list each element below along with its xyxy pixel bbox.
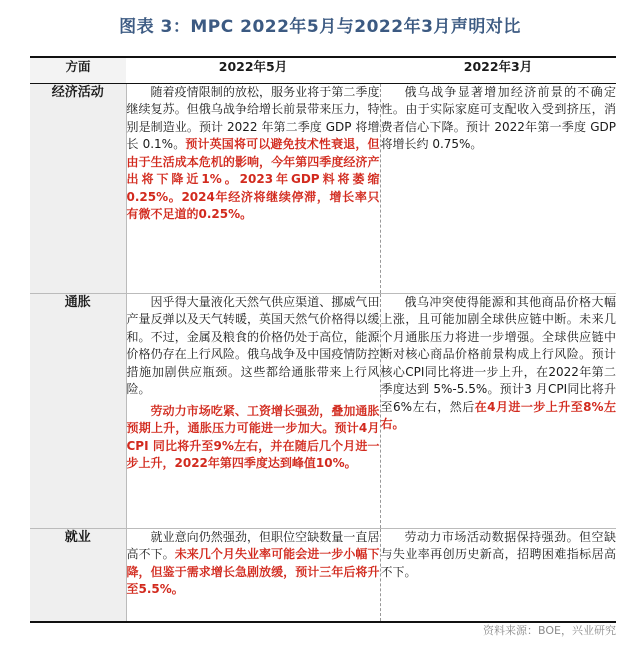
text-run: 因乎得大量液化天然气供应渠道、挪威气田产量反弹以及天气转暖，英国天然气价格得以缓和。不过，金属及粮食的价格仍处于高位，能源价格仍存在上行风险。俄乌战争及中国疫情防控措施加剧供应瓶颈。这些都给通胀带来上行风险。 [126,294,380,396]
paragraph [381,529,617,582]
highlight-text-run: 劳动力市场吃紧、工资增长强劲，叠加通胀预期上升，通胀压力可能进一步加大。预计4月CPI 同比将升至9%左右，并在随后几个月进一步上升，2022年第四季度达到峰值10%。 [126,403,380,470]
source-note: 资料来源：BOE，兴业研究 [483,624,616,637]
paragraph [381,294,617,434]
cell-may-inflation [126,293,380,528]
table-row [30,83,616,293]
text-run: 俄乌冲突使得能源和其他商品价格大幅上涨，且可能加剧全球供应链中断。未来几个月通胀压力将进一步增强。全球供应链中断对核心商品价格前景构成上行风险。预计核心CPI同比将进一步上升，在2022年第二季度达到 5%-5.5%。预计3 月CPI同比将升至6%左右，然后 [380,294,616,414]
aspect-economic-activity: 经济活动 [30,83,126,293]
highlight-text-run: 在4月进一步上升至8%左右。 [380,399,616,431]
paragraph [127,294,380,399]
text-run: 劳动力市场活动数据保持强劲。但空缺与失业率再创历史新高，招聘困难指标居高不下。 [380,529,616,579]
paragraph [381,84,617,154]
paragraph [127,529,380,599]
comparison-table [30,56,616,623]
cell-march-economic [380,83,616,293]
header-may-2022: 2022年5月 [126,57,380,83]
paragraph [127,403,380,473]
cell-march-inflation [380,293,616,528]
text-run: 随着疫情限制的放松，服务业将于第二季度继续复苏。但俄乌战争给增长前景带来压力，特别是制造业。预计 2022 年第二季度 GDP 将增长 0.1%。 [126,84,380,151]
highlight-text-run: 预计英国将可以避免技术性衰退，但由于生活成本危机的影响，今年第四季度经济产出将下降近1%。2023年GDP料将萎缩0.25%。2024年经济将继续停滞，增长率只有微不足道的0.25%。 [126,137,380,221]
header-march-2022: 2022年3月 [380,57,616,83]
table-header-row [30,57,616,83]
highlight-text-run: 未来几个月失业率可能会进一步小幅下降，但鉴于需求增长急剧放缓，预计三年后将升至5.5%。 [126,547,380,596]
aspect-inflation: 通胀 [30,293,126,528]
table-row [30,293,616,528]
aspect-employment: 就业 [30,528,126,622]
cell-march-employment [380,528,616,622]
paragraph [127,84,380,224]
header-aspect: 方面 [30,57,126,83]
text-run: 俄乌战争显著增加经济前景的不确定性。由于实际家庭可支配收入受到挤压，消费者信心下降。预计 2022年第一季度 GDP 将增长约 0.75%。 [380,84,616,151]
text-run: 就业意向仍然强劲，但职位空缺数量一直居高不下。 [126,529,380,561]
cell-may-economic [126,83,380,293]
figure-title: 图表 3：MPC 2022年5月与2022年3月声明对比 [119,17,521,37]
table-row [30,528,616,622]
cell-may-employment [126,528,380,622]
